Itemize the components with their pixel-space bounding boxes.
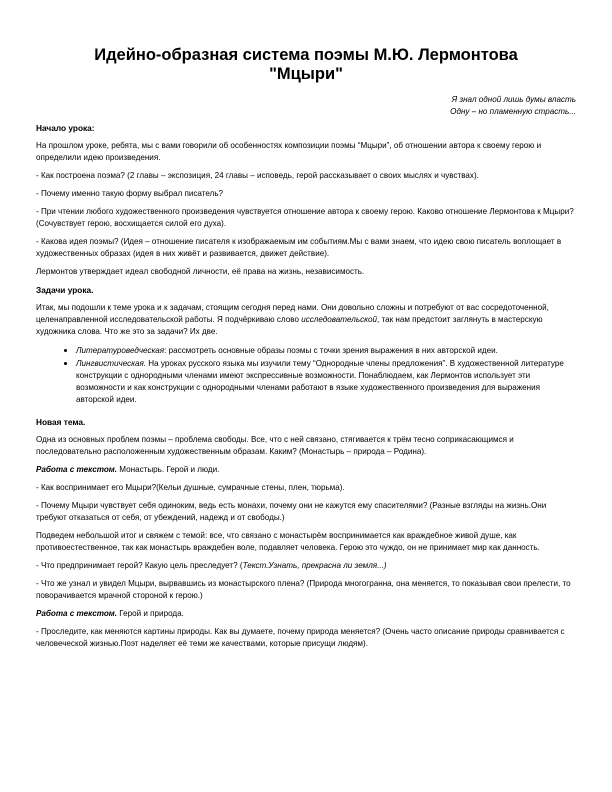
paragraph: На прошлом уроке, ребята, мы с вами говорили об особенностях композиции поэмы “Мцыри”, об отношении автора к своему герою и определили идею произведения. [36,141,542,162]
list-item-term: Лингвистическая. [76,359,147,368]
task-list [36,344,576,406]
list-item [76,344,576,357]
epigraph-line-2: Одну – но пламенную страсть... [450,107,576,116]
paragraph: - Как воспринимает его Мцыри?(Кельи душные, сумрачные стены, плен, тюрьма). [36,483,345,492]
paragraph [36,608,576,620]
paragraph: Лермонтов утверждает идеал свободной личности, её права на жизнь, независимость. [36,267,365,276]
text-run: - Что предпринимает герой? Какую цель преследует? ( [36,561,243,570]
list-item-term: Литературоведческая [76,346,165,355]
text-run: Итак, мы подошли к теме урока и к задачам, стоящим сегодня перед нами. Они довольно сложны и потребуют от вас сосредоточенной, целенаправленной исследовательской работы. Я подчёркиваю слово [36,303,549,324]
section-heading-tasks: Задачи урока. [36,285,94,295]
section-heading-new-topic: Новая тема. [36,417,86,427]
page-title [36,46,576,84]
epigraph-line-1: Я знал одной лишь думы власть [451,95,576,104]
text-run: Герой и природа. [117,609,184,618]
paragraph: - Как построена поэма? (2 главы – экспозиция, 24 главы – исповедь, герой рассказывает о своих мыслях и чувствах). [36,171,479,180]
list-item [76,357,576,406]
text-run: , так нам предстоит заглянуть в мастерскую художника слова. Что же это за задачи? Их две. [36,315,543,336]
paragraph [36,302,576,338]
paragraph: - Какова идея поэмы? (Идея – отношение писателя к изображаемым им событиям.Мы с вами знаем, что идею свою писатель воплощает в художественных образах (идея в них живёт и развивается, движет действие). [36,237,562,258]
epigraph [36,94,576,118]
list-item-text: На уроках русского языка мы изучили тему “Однородные члены предложения”. В художественной литературе конструкции с однородными членами имеют экспрессивные возможности. Понаблюдаем, как Лермонтов использует эти возможности и как конструкции с однородными членами работают в языке художественного произведения для выражения авторской идеи. [76,359,564,404]
paragraph: - Почему Мцыри чувствует себя одиноким, ведь есть монахи, почему они не кажутся ему спасителями? (Разные взгляды на жизнь.Они требуют отказаться от себя, от убеждений, надежд и от свободы.) [36,501,547,522]
emphasis-text: исследовательской [301,315,377,324]
paragraph: Подведем небольшой итог и свяжем с темой: все, что связано с монастырём воспринимается как враждебное живой душе, как противоестественное, так как монастырь враждебен воле, подавляет человека. Герою это чуждо, он не принимает мир как данность. [36,531,540,552]
paragraph: - При чтении любого художественного произведения чувствуется отношение автора к своему герою. Каково отношение Лермонтова к Мцыри? (Сочувствует герою, восхищается силой его духа). [36,207,574,228]
paragraph [36,464,576,476]
paragraph [36,560,576,572]
section-heading-start: Начало урока: [36,123,95,133]
list-item-text: : рассмотреть основные образы поэмы с точки зрения выражения в них авторской идеи. [164,346,498,355]
text-run: Монастырь. Герой и люди. [117,465,220,474]
work-label: Работа с текстом. [36,465,118,474]
title-line-2: "Мцыри" [269,65,343,83]
paragraph: - Почему именно такую форму выбрал писатель? [36,189,224,198]
paragraph: - Что же узнал и увидел Мцыри, вырвавшись из монастырского плена? (Природа многогранна, она меняется, то показывая свои прелести, то поворачивается мрачной стороной к герою.) [36,579,571,600]
paragraph: - Проследите, как меняются картины природы. Как вы думаете, почему природа меняется? (Очень часто описание природы сравнивается с человеческой жизнью.Поэт наделяет её теми же качествами, которые присущи людям). [36,627,565,648]
paragraph: Одна из основных проблем поэмы – проблема свободы. Все, что с ней связано, стягивается к трём тесно соприкасающимся и последовательно расположенным художественным образам. Каким? (Монастырь – природа – Родина). [36,435,514,456]
title-line-1: Идейно-образная система поэмы М.Ю. Лермонтова [94,46,518,64]
emphasis-text: Текст.Узнать, прекрасна ли земля...) [242,561,387,570]
work-label: Работа с текстом. [36,609,118,618]
